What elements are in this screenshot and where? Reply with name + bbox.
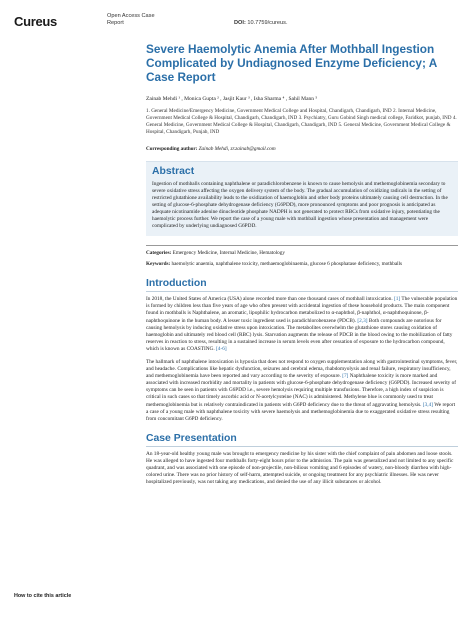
doi-value[interactable]: 10.7759/cureus. bbox=[247, 20, 288, 26]
report-type-line: Report bbox=[107, 20, 124, 26]
abstract-text: Ingestion of mothballs containing naphthalene or paradichlorobenzene is known to cause hemolysis and methemoglobinemia secondary to severe oxidative stress affecting the oxygen delivery system of the body. The gradual accumulation of oxidizing radicals in the setting of restricted glutathione availability leads to the oxidization of haemoglobin and other body proteins ultimately causing cell destruction. In the setting of glucose-6-phosphate dehydrogenase deficiency (G6PDD), more pronounced symptoms and poor prognosis is anticipated as adequate nicotinamide adenine dinucleotide phosphate NADPH is not generated to protect RBCs from oxidative injury, potentiating the haemolytic process further. We report the case of a young male with mothball ingestion whose presentation and management were complicated by underlying undiagnosed G6PDD. bbox=[152, 180, 448, 230]
affiliations: 1. General Medicine/Emergency Medicine, Government Medical College and Hospital, Chandigarh, Chandigarh, IND 2. Internal Medicine, Government Medical College & Hospital, Chandigarh, Chandigarh, IND 3. Psychiatry, Guru Gobind Singh medical college, Faridkot, punjab, IND 4. General Medicine, Government Medical College & Hospital, Chandigarh, Chandigarh, IND 5. General Medicine, Government Medical College & Hospital, Chandigarh, Punjab, IND bbox=[146, 107, 457, 135]
open-access-line: Open Access Case bbox=[107, 13, 155, 19]
case-presentation-heading: Case Presentation bbox=[146, 432, 237, 444]
page-header bbox=[0, 0, 474, 36]
text-run: We report a case of a young male with naphthalene toxicity with severe haemolysis and methemoglobinemia due to exaggerated oxidative stress resulting from concomitant G6PD deficiency. bbox=[146, 401, 456, 422]
keywords-value: haemolytic anaemia, naphthalene toxicity, methaemoglobinaemia, glucose 6 phosphatase deficiency, mothballs bbox=[171, 261, 403, 268]
article-body bbox=[146, 42, 458, 486]
how-to-cite[interactable]: How to cite this article bbox=[14, 593, 72, 599]
citation-link[interactable]: [4-6] bbox=[216, 345, 227, 352]
journal-logo[interactable]: Cureus bbox=[14, 14, 57, 29]
citation-link[interactable]: [3,4] bbox=[422, 401, 433, 408]
article-title: Severe Haemolytic Anemia After Mothball Ingestion Complicated by Undiagnosed Enzyme Deficiency; A Case Report bbox=[146, 42, 437, 85]
corresponding-value[interactable]: Zainab Mehdi, zr.zainab@gmail.com bbox=[198, 145, 276, 152]
corresponding-author bbox=[146, 146, 458, 152]
introduction-paragraph-1 bbox=[146, 296, 458, 353]
citation-link[interactable]: [7] bbox=[342, 373, 349, 380]
text-run: Both compounds are notorious for causing hemolysis by inducing oxidative stress upon intoxication. The metabolites overwhelm the glutathione stores causing oxidation of haemoglobin and ultimately red blood cell (RBC) lysis. Starvation augments the release of PDCB in the blood owing to the mobilization of fatty reserves in reaction to stress, resulting in a sustained increase in serum levels even after cessation of exposure to the hydrocarbon compound, which is known as COASTING. bbox=[146, 317, 453, 352]
case-paragraph-1: An 18-year-old healthy young male was brought to emergency medicine by his sister with the chief complaint of pain abdomen and loose stools. He was alleged to have ingested four mothballs forty-eight hours prior to the admission. The pain was generalized and not limited to any specific quadrant, and was associated with one episode of non-projectile, non-bilious vomiting and 6 episodes of watery, non-bloody diarrhea with high-colored urine. There was no prior history of self-harm, attempted suicide, or ongoing treatment for any psychiatric illnesses. He was never hospitalized previously, was not taking any medications, and denied the use of any illicit substances or alcohol. bbox=[146, 450, 454, 486]
keywords-label: Keywords: bbox=[146, 261, 171, 268]
author-list[interactable]: Zainab Mehdi ¹ , Monica Gupta ² , Jasjit Kaur ³ , Isha Sharma ⁴ , Sahil Mann ⁵ bbox=[146, 95, 318, 102]
introduction-heading: Introduction bbox=[146, 278, 207, 290]
keywords bbox=[146, 261, 458, 268]
section-divider bbox=[146, 291, 458, 292]
citation-link[interactable]: [1] bbox=[394, 296, 401, 303]
open-access-label bbox=[107, 13, 155, 27]
doi-label: DOI: bbox=[234, 20, 246, 26]
corresponding-label: Corresponding author: bbox=[146, 145, 198, 152]
divider bbox=[146, 245, 458, 246]
abstract-box bbox=[146, 161, 458, 237]
text-run: In 2018, the United States of America (USA) alone recorded more than one thousand cases of mothball intoxication. bbox=[146, 296, 395, 303]
categories-label: Categories: bbox=[146, 250, 172, 257]
section-divider bbox=[146, 446, 458, 447]
doi bbox=[234, 20, 288, 26]
text-run: The hallmark of naphthalene intoxication is hypoxia that does not respond to oxygen supplementation along with gastrointestinal symptoms, fever, and headache. Complications like hepatic dysfunction, seizures and cerebral edema, rhabdomyolysis and renal failure, respiratory insufficiency, and methemoglobinemia have been reported and vary according to the severity of exposure. bbox=[146, 359, 458, 380]
categories bbox=[146, 250, 458, 257]
categories-value: Emergency Medicine, Internal Medicine, Hematology bbox=[172, 250, 285, 257]
abstract-heading: Abstract bbox=[152, 165, 195, 177]
text-run: The vulnerable population is formed by children less than five years of age who often present with accidental ingestion of these household products. The main component found in mothballs is Naphthalene, an aromatic, lipophilic hydrocarbon metabolized to α-naphthol, β-naphthol, α-naphthoquinone, β-naphthoquinone in the human body. A lesser toxic ingredient used is paradichlorobenzene (PDCB). bbox=[146, 296, 458, 324]
citation-link[interactable]: [2,3] bbox=[357, 317, 368, 324]
text-run: Naphthalene toxicity is more marked and associated with increased morbidity and mortality in patients with glucose-6-phosphate dehydrogenase deficiency (G6PDD). Increased severity of symptoms can be seen in patients with G6PDD i.e., severe hemolysis requiring multiple transfusions. Therefore, a high index of suspicion is critical in such cases so that timely ascorbic acid or N-acetylcysteine (NAC) is administered. Methylene blue is commonly used to treat methemoglobinemia but is relatively contraindicated in patients with G6PD deficiency due to the threat of aggravating hemolysis. bbox=[146, 373, 457, 408]
introduction-paragraph-2 bbox=[146, 359, 458, 423]
